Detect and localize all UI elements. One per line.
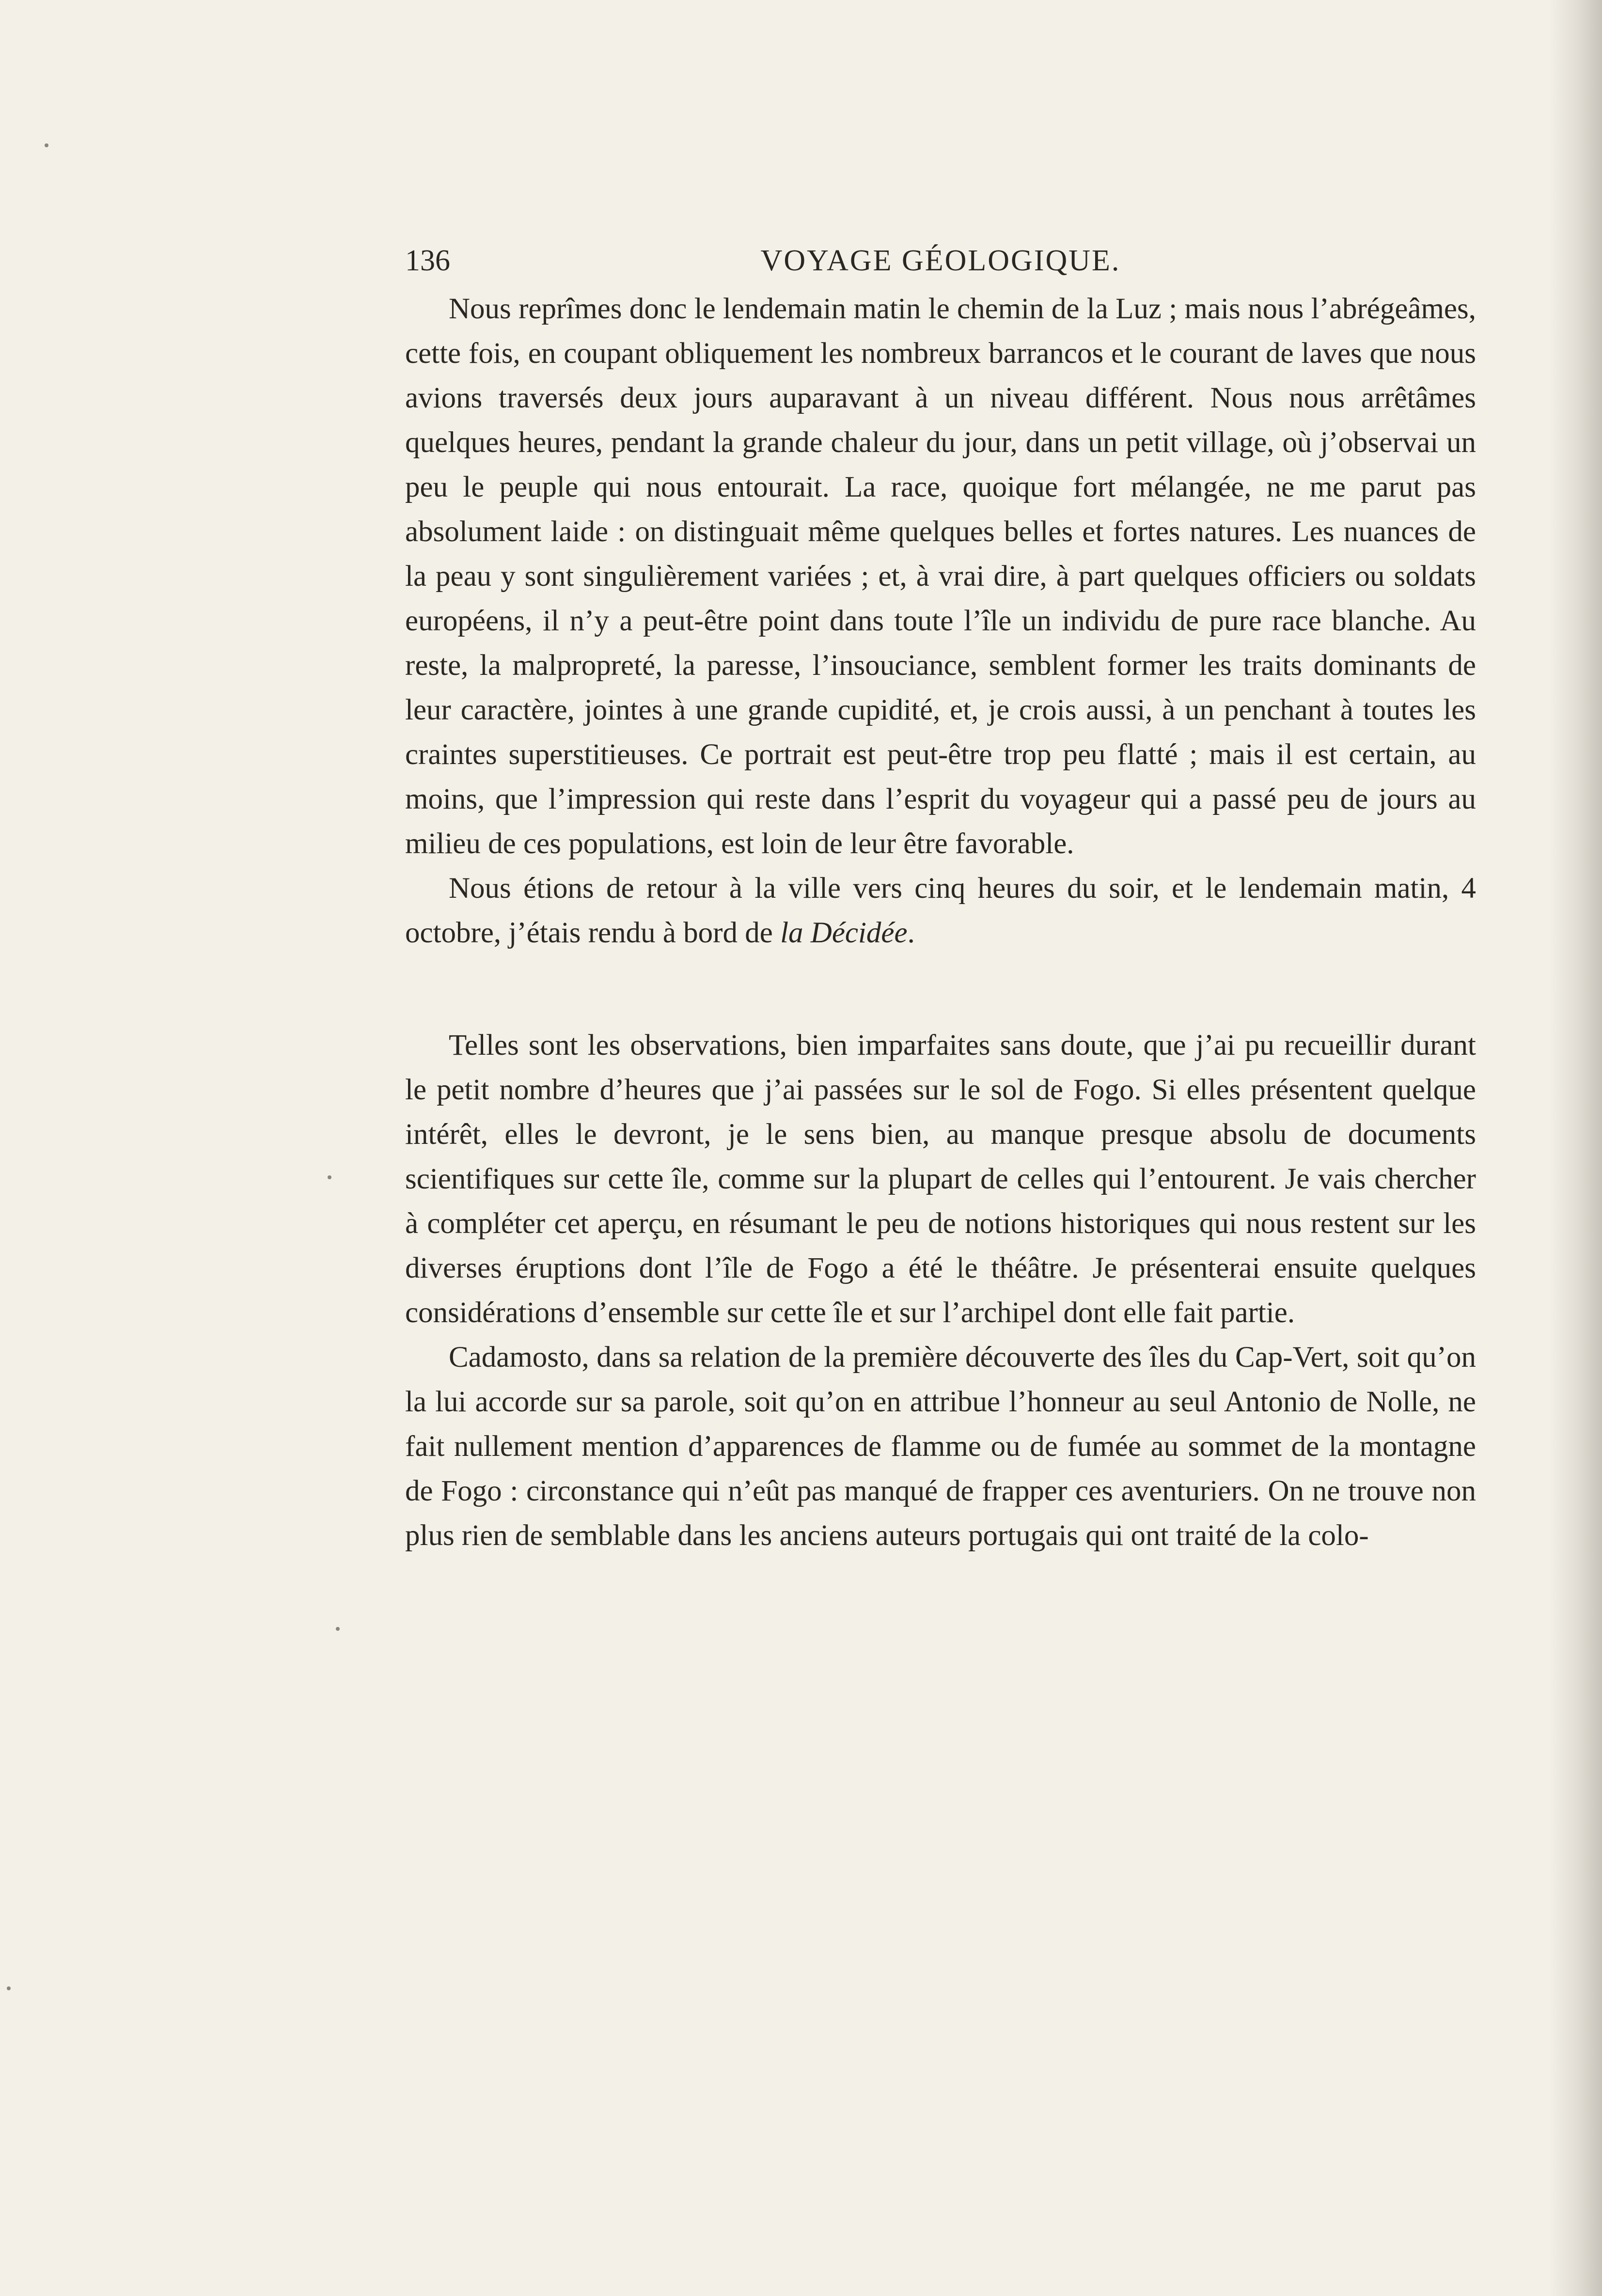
paragraph-observations: Telles sont les observations, bien imparfaites sans doute, que j’ai pu recueillir durant le petit nombre d’heures que j’ai passées sur le sol de Fogo. Si elles présentent quelque intérêt, elles le devront, je le sens bien, au manque presque absolu de documents scientifiques sur cette île, comme sur la plupart de celles qui l’entourent. Je vais chercher à compléter cet aperçu, en résumant le peu de notions historiques qui nous restent sur les diverses éruptions dont l’île de Fogo a été le théâtre. Je présenterai ensuite quelques considérations d’ensemble sur cette île et sur l’archipel dont elle fait partie. <box>405 1029 1476 1329</box>
paragraph-cadamosto: Cadamosto, dans sa relation de la première découverte des îles du Cap-Vert, soit qu’on la lui accorde sur sa parole, soit qu’on en attribue l’honneur au seul Antonio de Nolle, ne fait nullement mention d’apparences de flamme ou de fumée au sommet de la montagne de Fogo : circonstance qui n’eût pas manqué de frapper ces aventuriers. On ne trouve non plus rien de semblable dans les anciens auteurs portugais qui ont traité de la colo- <box>405 1341 1476 1552</box>
paragraph-text: Nous étions de retour à la ville vers cinq heures du soir, et le lendemain matin, 4 octobre, j’étais rendu à bord de <box>405 872 1476 949</box>
section-break <box>405 955 1476 1023</box>
paper-speck <box>45 143 48 147</box>
page-header <box>405 237 1476 284</box>
paragraph-text-end: . <box>907 917 915 949</box>
page-number: 136 <box>405 244 450 277</box>
paper-speck <box>328 1175 331 1179</box>
paragraph-return-to-ship <box>405 866 1476 955</box>
ship-name: la Décidée <box>780 917 908 949</box>
page-text-block <box>405 237 1476 1558</box>
page-edge-shadow <box>1549 0 1602 2296</box>
paper-speck <box>7 1986 11 1990</box>
running-title: VOYAGE GÉOLOGIQUE. <box>760 244 1121 277</box>
paragraph-return-journey: Nous reprîmes donc le lendemain matin le chemin de la Luz ; mais nous l’abrégeâmes, cette fois, en coupant obliquement les nombreux barrancos et le courant de laves que nous avions traversés deux jours auparavant à un niveau différent. Nous nous arrêtâmes quelques heures, pendant la grande chaleur du jour, dans un petit village, où j’observai un peu le peuple qui nous entourait. La race, quoique fort mélangée, ne me parut pas absolument laide : on distinguait même quelques belles et fortes natures. Les nuances de la peau y sont singulièrement variées ; et, à vrai dire, à part quelques officiers ou soldats européens, il n’y a peut-être point dans toute l’île un individu de pure race blanche. Au reste, la malpropreté, la paresse, l’insouciance, semblent former les traits dominants de leur caractère, jointes à une grande cupidité, et, je crois aussi, à un penchant à toutes les craintes superstitieuses. Ce portrait est peut-être trop peu flatté ; mais il est certain, au moins, que l’impression qui reste dans l’esprit du voyageur qui a passé peu de jours au milieu de ces populations, est loin de leur être favorable. <box>405 293 1476 860</box>
paper-speck <box>336 1627 340 1631</box>
